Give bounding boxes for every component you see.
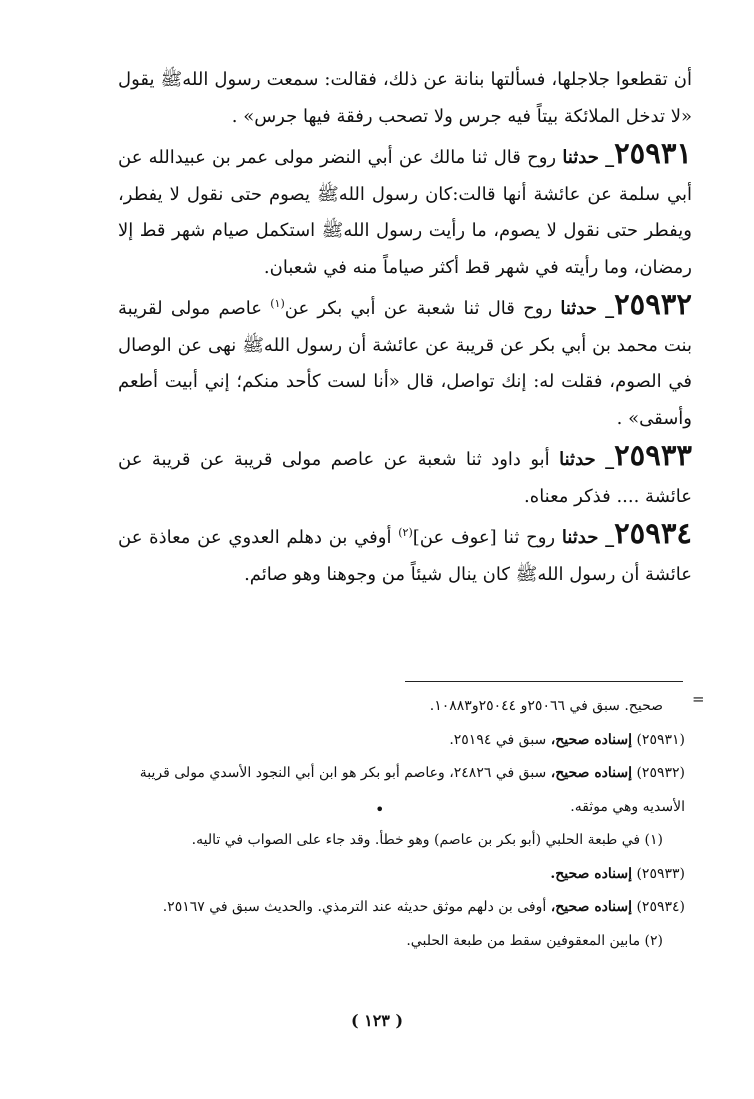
hadith-number: ٢٥٩٣٢ [614, 287, 692, 321]
hadith-opening-word: حدثنا [562, 147, 599, 168]
hadith-25932 [118, 286, 692, 437]
hadith-text-b: عاصم مولى لقريبة بنت محمد بن أبي بكر عن قريبة عن عائشة أن رسول اللهﷺ نهى عن الوصال في الصوم، فقلت له: إنك تواصل، قال «أنا لست كأحد منكم؛ إني أبيت أطعم وأسقى» . [118, 298, 692, 429]
footnote-number: (٢٥٩٣٤) [636, 899, 685, 915]
hadith-number: ٢٥٩٣١ [614, 136, 692, 170]
footnote-1: (١) في طبعة الحلبي (أبو بكر بن عاصم) وهو خطأ. وقد جاء على الصواب في تاليه. [191, 832, 663, 848]
hadith-number: ٢٥٩٣٣ [614, 438, 692, 472]
continuation-line-1: أن تقطعوا جلاجلها، فسألتها بنانة عن ذلك، فقالت: سمعت رسول اللهﷺ [160, 69, 692, 90]
hadith-dash: _ [605, 298, 615, 319]
footnote-25934 [115, 891, 685, 925]
hadith-25934 [118, 515, 692, 593]
footnotes [115, 690, 685, 958]
paragraph-continuation [118, 62, 692, 135]
footnote-grade: إسناده صحيح، [550, 899, 632, 915]
hadith-number: ٢٥٩٣٤ [614, 516, 692, 550]
hadith-text: أبو داود ثنا شعبة عن عاصم مولى قريبة عن قريبة عن عائشة .... فذكر معناه. [118, 449, 692, 507]
footnote-number: (٢٥٩٣١) [636, 731, 685, 748]
hadith-opening-word: حدثنا [559, 449, 596, 470]
footnote-mark: (١) [270, 297, 285, 310]
footnote-25931 [115, 724, 685, 758]
footnote-text: سبق في ٢٤٨٢٦، وعاصم أبو بكر هو ابن أبي النجود الأسدي مولى قريبة الأسديه وهي موثقه. [139, 765, 685, 815]
footnote-number: (٢٥٩٣٣) [636, 865, 685, 882]
main-text [118, 62, 692, 593]
footnote-text: سبق في ٢٥١٩٤. [449, 731, 547, 748]
footnote-2: (٢) مابين المعقوفين سقط من طبعة الحلبي. [406, 932, 663, 949]
hadith-text-a: روح قال ثنا شعبة عن أبي بكر عن [284, 298, 553, 319]
hadith-text: روح قال ثنا مالك عن أبي النضر مولى عمر بن عبيدالله عن أبي سلمة عن عائشة أنها قالت:كان رسول اللهﷺ يصوم حتى نقول لا يفطر، ويفطر حتى نقول لا يصوم، ما رأيت رسول اللهﷺ استكمل صيام شهر قط إلا رمضان، وما رأيته في شهر قط أكثر صياماً منه في شعبان. [118, 147, 692, 278]
stray-dot: • [375, 800, 385, 819]
footnote-grade: إسناده صحيح، [550, 731, 632, 748]
footnote-continued: صحيح. سبق في ٢٥٠٦٦و ٢٥٠٤٤و١٠٨٨٣. [429, 698, 663, 714]
footnote-text: أوفى بن دلهم موثق حديثه عند الترمذي. والحديث سبق في ٢٥١٦٧. [162, 899, 547, 915]
footnote-25932 [115, 757, 685, 824]
page-number: ( ١٢٣ ) [350, 1011, 404, 1030]
continuation-mark: = [692, 690, 705, 708]
hadith-25931 [118, 135, 692, 286]
hadith-opening-word: حدثنا [561, 527, 599, 548]
footnote-mark: (٢) [398, 526, 413, 539]
hadith-text-b: أوفي بن دهلم العدوي عن معاذة عن عائشة أن رسول اللهﷺ كان ينال شيئاً من وجوهنا وهو صائم. [118, 527, 692, 585]
hadith-opening-word: حدثنا [560, 298, 597, 319]
hadith-dash: _ [605, 449, 615, 470]
footnote-separator [405, 681, 683, 682]
continuation-line-2: يقول «لا تدخل الملائكة بيتاً فيه جرس ولا تصحب رفقة فيها جرس» . [118, 69, 692, 127]
footnote-grade: إسناده صحيح. [550, 865, 632, 882]
footnote-25933 [115, 858, 685, 892]
hadith-dash: _ [605, 527, 615, 548]
hadith-text-a: روح ثنا [عوف عن] [412, 527, 556, 548]
footnote-number: (٢٥٩٣٢) [636, 765, 685, 781]
hadith-25933 [118, 437, 692, 515]
footnote-grade: إسناده صحيح، [550, 765, 632, 781]
hadith-dash: _ [605, 147, 615, 168]
